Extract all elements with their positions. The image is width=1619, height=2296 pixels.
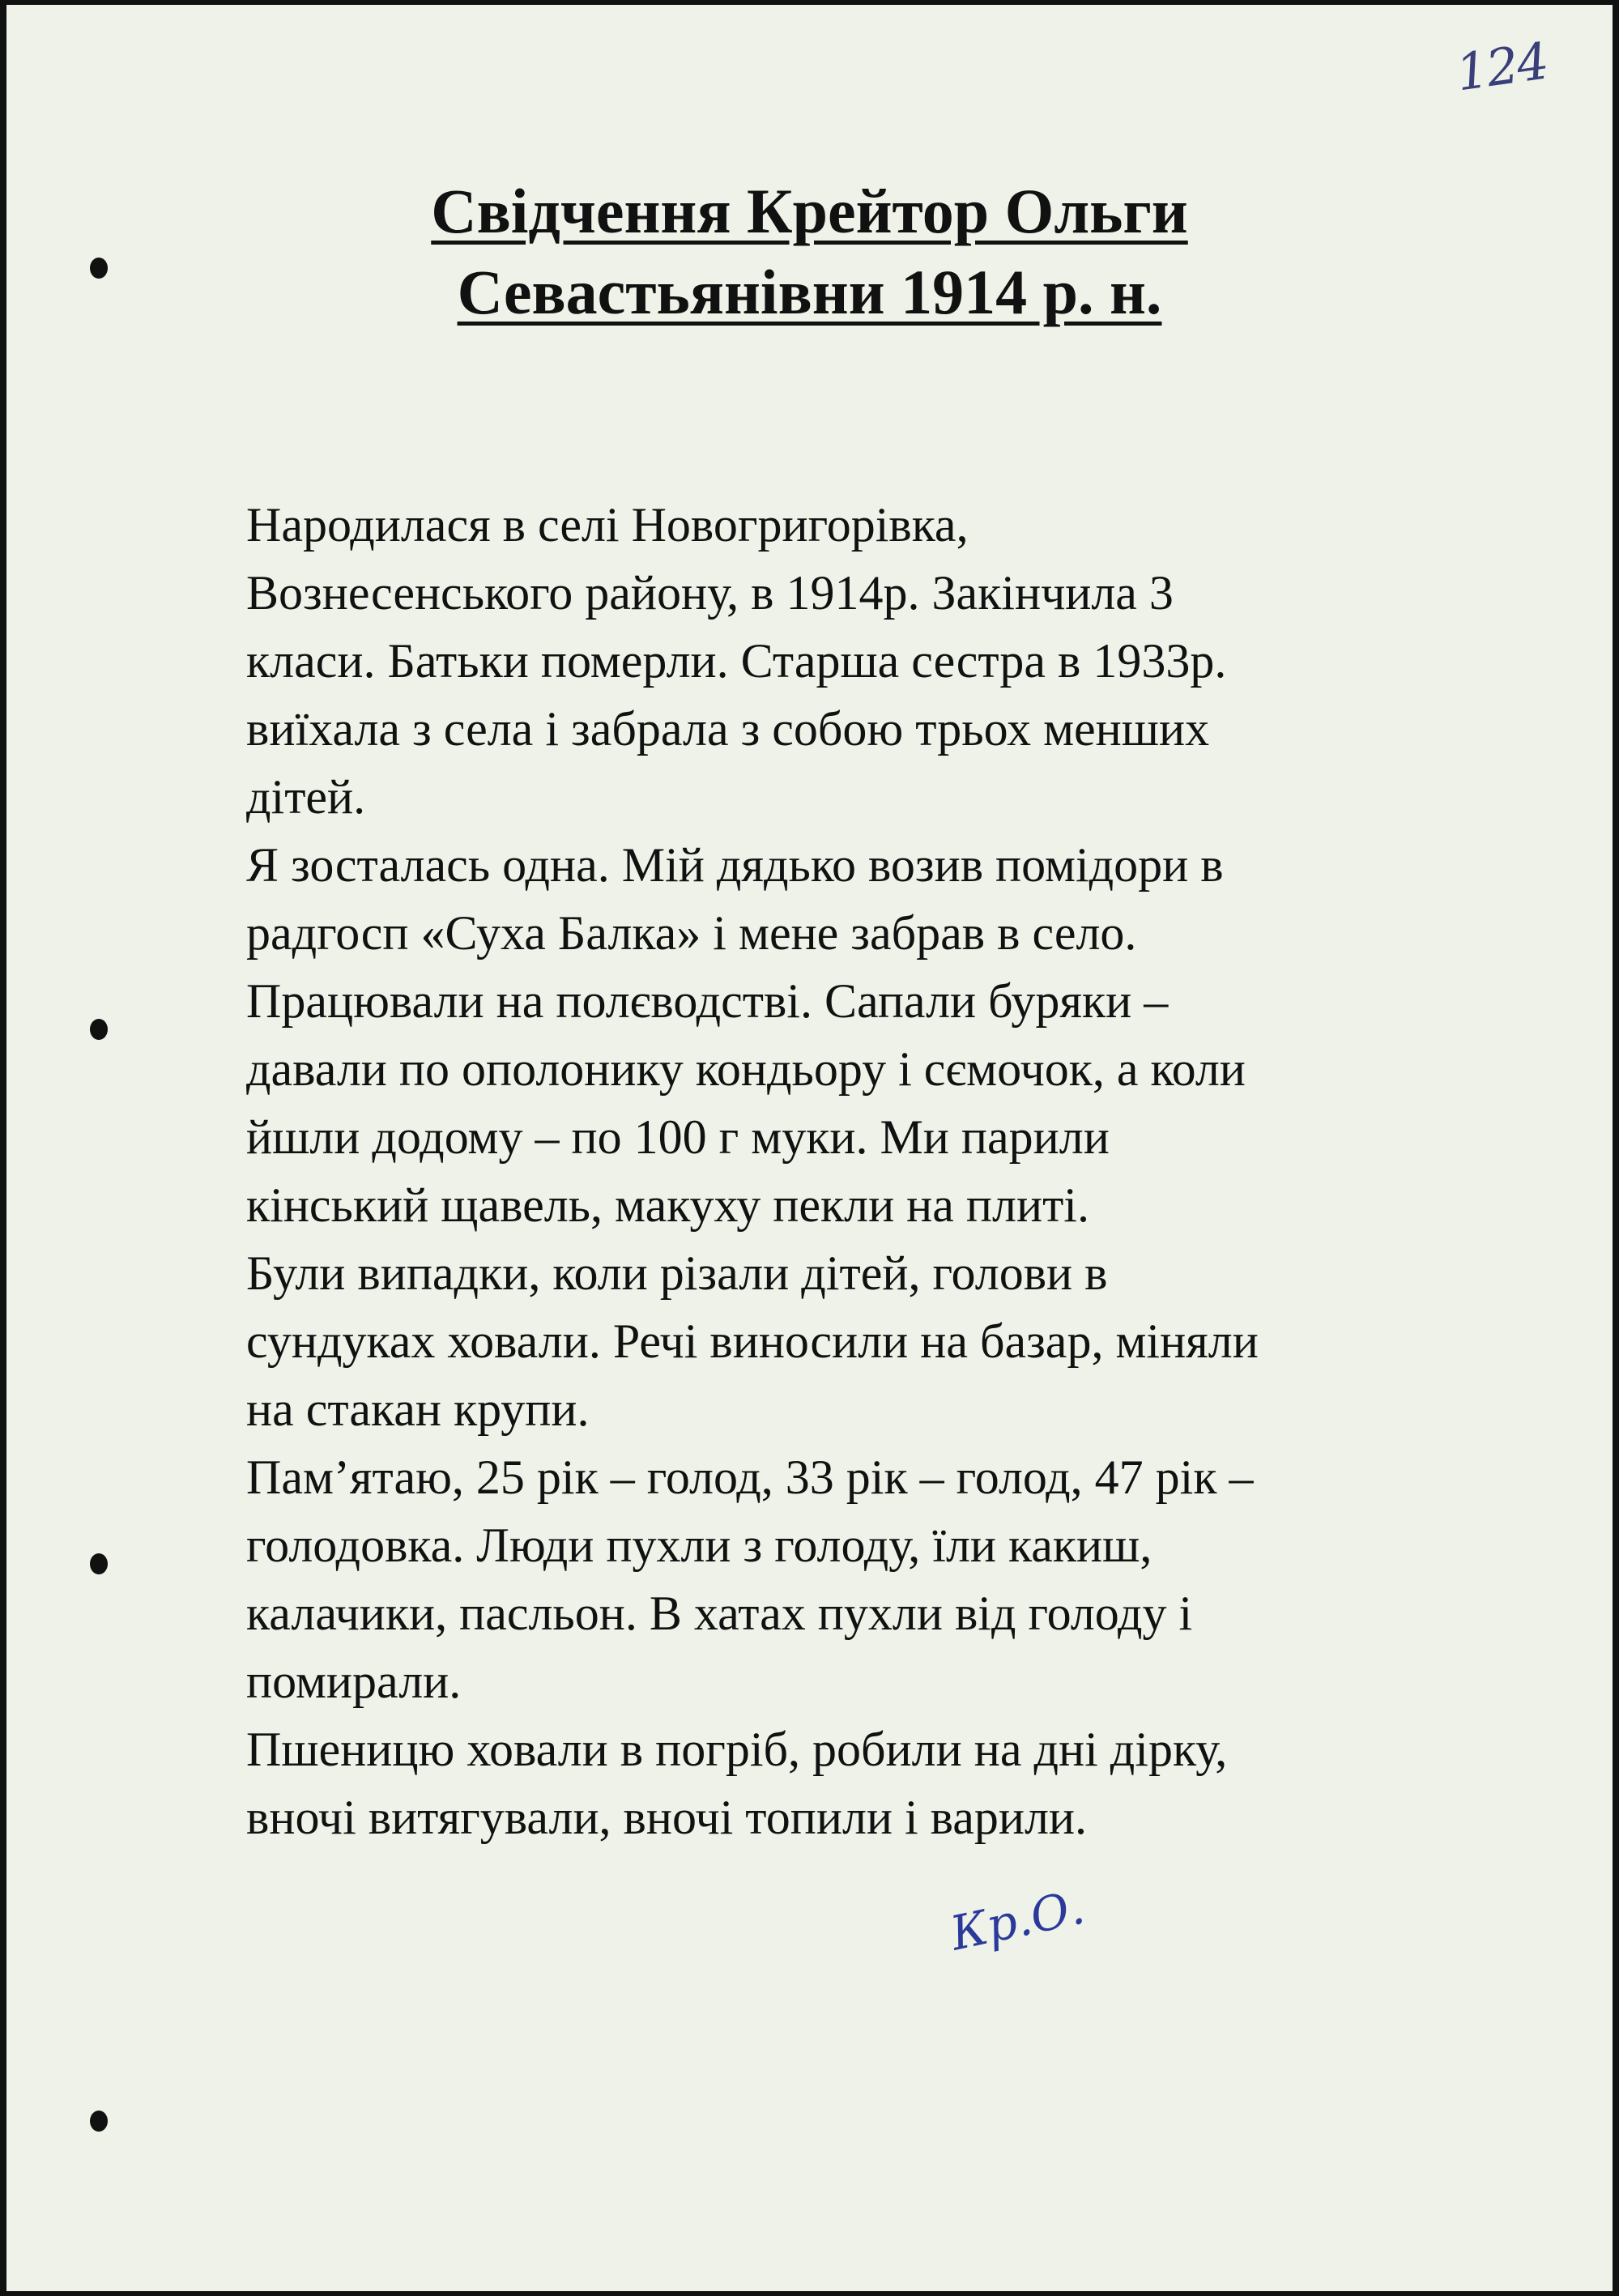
document-title [6,171,1613,333]
handwritten-signature: Кр.О. [945,1879,1089,1962]
text-line: Пам’ятаю, 25 рік – голод, 33 рік – голод, 47 рік – [246,1450,1254,1504]
testimony-text [246,491,1510,1851]
text-line: Пшеницю ховали в погріб, робили на дні дірку, [246,1723,1228,1776]
text-line: кінський щавель, макуху пекли на плиті. [246,1178,1089,1232]
handwritten-page-number: 124 [1452,31,1551,103]
text-line: помирали. [246,1655,462,1708]
text-line: на стакан крупи. [246,1382,590,1436]
text-line: вночі витягували, вночі топили і варили. [246,1791,1087,1844]
text-line: йшли додому – по 100 г муки. Ми парили [246,1110,1110,1164]
text-line: виїхала з села і забрала з собою трьох менших [246,702,1210,756]
text-line: Вознесенського району, в 1914р. Закінчила 3 [246,566,1174,620]
text-line: голодовка. Люди пухли з голоду, їли какиш, [246,1519,1152,1572]
title-line: Севастьянівни 1914 р. н. [457,257,1162,327]
text-line: радгосп «Суха Балка» і мене забрав в село. [246,906,1137,960]
text-line: класи. Батьки померли. Старша сестра в 1933р. [246,634,1227,688]
text-line: дітей. [246,770,366,824]
title-line: Свідчення Крейтор Ольги [431,176,1188,246]
punch-hole [90,1019,108,1040]
punch-hole [90,2111,108,2132]
text-line: давали по ополонику кондьору і сємочок, а коли [246,1042,1246,1096]
punch-hole [90,1553,108,1574]
text-line: сундуках ховали. Речі виносили на базар, міняли [246,1314,1259,1368]
text-line: Народилася в селі Новогригорівка, [246,498,969,552]
text-line: Я зосталась одна. Мій дядько возив помідори в [246,838,1224,892]
text-line: калачики, пасльон. В хатах пухли від голоду і [246,1587,1193,1640]
text-line: Працювали на полєводстві. Сапали буряки – [246,974,1169,1028]
document-page [6,5,1613,2291]
text-line: Були випадки, коли різали дітей, голови в [246,1246,1108,1300]
